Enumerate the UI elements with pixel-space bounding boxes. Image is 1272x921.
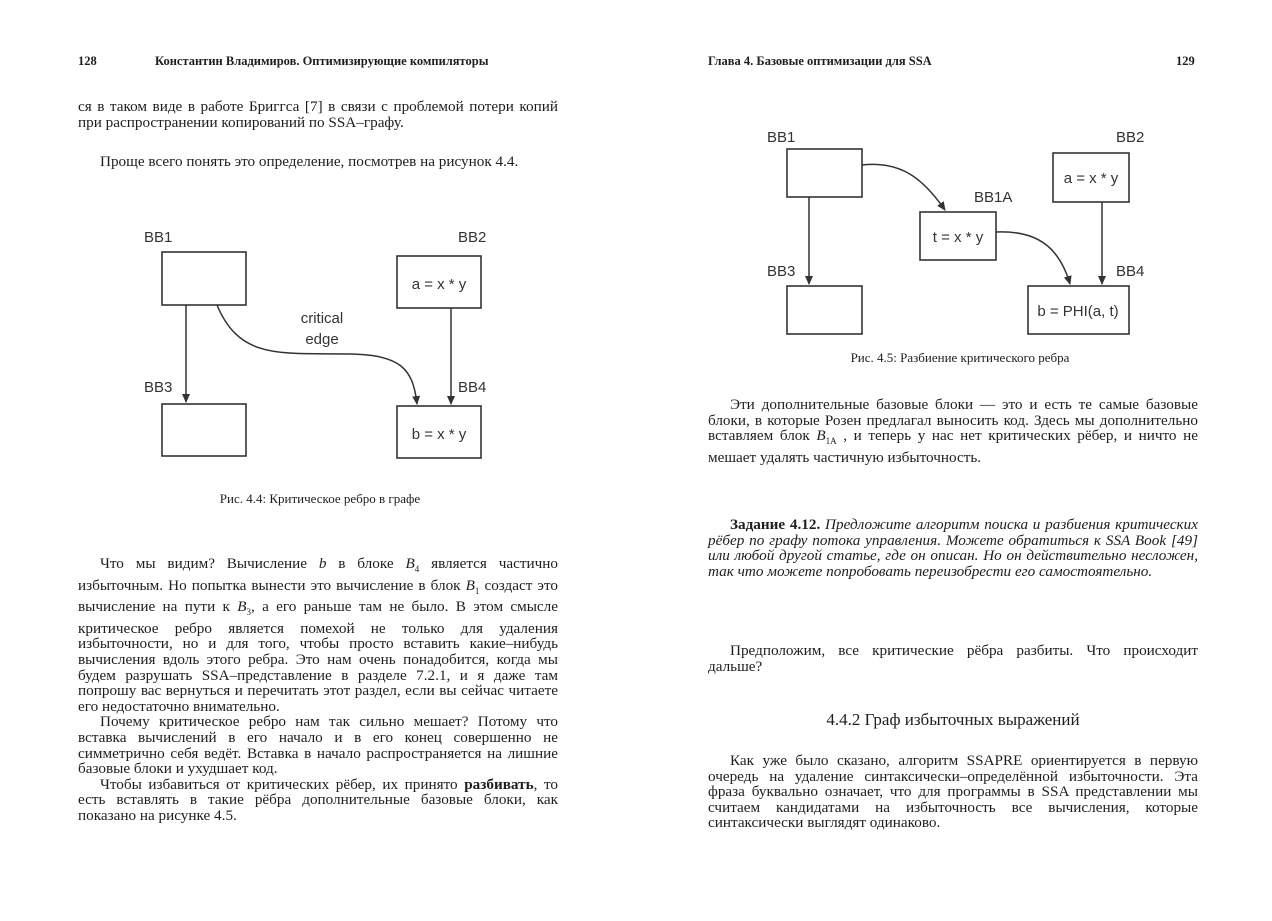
edge-bb1-bb1a <box>862 164 945 210</box>
node-label-bb1: BB1 <box>767 129 796 146</box>
node-content-bb2: a = x * y <box>411 276 467 293</box>
exercise-label: Задание 4.12. <box>730 516 821 533</box>
paragraph <box>708 643 1198 674</box>
edge-label-edge: edge <box>305 331 339 348</box>
paragraph <box>78 154 558 170</box>
paragraph-text: Что мы видим? Вычисление b в блоке $B_4$ является частично избыточным. Но попытка вынести это вычисление в блок $B_1$ создаст это вычисление на пути к $B_3$, а его раньше там не было. В этом смысле критическое ребро является помехой не только для удаления избыточности, но и для того, чтобы просто вставить какие–нибудь вычисления вдоль этого ребра. Это нам очень понадобится, когда мы будем разрушать SSA–представление в разделе 7.2.1, и я даже там попрошу вас вернуться и перечитать этот раздел, если вы сейчас читаете его недостаточно внимательно. <box>78 555 558 715</box>
paragraph <box>708 397 1198 465</box>
paragraph-text: Эти дополнительные базовые блоки — это и есть те самые базовые блоки, в которые Розен предлагал выносить код. Здесь мы дополнительно вставляем блок $B_{1A}$ , и теперь у нас нет критических рёбер, и ничто не мешает удалять частичную избыточность. <box>708 396 1198 466</box>
node-label-bb3: BB3 <box>767 263 796 280</box>
running-header: Глава 4. Базовые оптимизации для SSA <box>708 54 932 68</box>
node-box-bb1 <box>162 252 246 305</box>
exercise-text: Задание 4.12. Предложите алгоритм поиска и разбиения критических рёбер по графу потока управления. Можете обратиться к SSA Book [49] или любой другой статье, где он описан. Но он действительно несложен, так что можете попробовать переизобрести его самостоятельно. <box>708 516 1198 580</box>
paragraph-text: Как уже было сказано, алгоритм SSAPRE ориентируется в первую очередь на удаление синтаксически–определённой избыточности. Эта фраза буквально означает, что для программы в SSA представлении мы считаем кандидатами на избыточность все вычисления, которые синтаксически выглядят одинаково. <box>708 752 1198 832</box>
paragraph <box>708 753 1198 831</box>
exercise-block <box>708 517 1198 579</box>
right-page <box>636 0 1272 921</box>
node-label-bb2: BB2 <box>458 229 487 246</box>
node-content-bb2: a = x * y <box>1063 170 1119 187</box>
page-number: 128 <box>78 54 97 68</box>
edge-bb1a-bb4 <box>996 232 1070 284</box>
paragraph <box>78 556 558 824</box>
paragraph-text: Предположим, все критические рёбра разбиты. Что происходит дальше? <box>708 642 1198 675</box>
running-header: Константин Владимиров. Оптимизирующие компиляторы <box>155 54 489 68</box>
node-label-bb4: BB4 <box>458 379 487 396</box>
node-box-bb3 <box>162 404 246 456</box>
node-label-bb4: BB4 <box>1116 263 1145 280</box>
paragraph-text: Чтобы избавиться от критических рёбер, их принято разбивать, то есть вставлять в такие рёбра дополнительные базовые блоки, как показано на рисунке 4.5. <box>78 775 559 824</box>
node-label-bb1a: BB1A <box>974 189 1013 206</box>
node-label-bb2: BB2 <box>1116 129 1145 146</box>
figure-caption: Рис. 4.4: Критическое ребро в графе <box>219 491 421 506</box>
figure-caption: Рис. 4.5: Разбиение критического ребра <box>850 350 1070 365</box>
section-heading: 4.4.2 Граф избыточных выражений <box>826 710 1080 729</box>
node-content-bb1a: t = x * y <box>932 229 984 246</box>
paragraph-text: ся в таком виде в работе Бриггса [7] в связи с проблемой потери копий при распространении копирований по SSA–графу. <box>78 98 558 131</box>
figure-4-4-critical-edge <box>130 220 510 490</box>
figure-4-5-edge-splitting <box>750 115 1170 345</box>
node-label-bb3: BB3 <box>144 379 173 396</box>
node-content-bb4: b = x * y <box>411 426 467 443</box>
paragraph <box>78 99 558 130</box>
paragraph-text: Почему критическое ребро нам так сильно мешает? Потому что вставка вычислений в его начало и в его конец совершенно не симметрично себя ведёт. Вставка в начало распространяется на лишние базовые блоки и ухудшает код. <box>78 713 558 778</box>
edge-label-critical: critical <box>300 310 344 327</box>
node-label-bb1: BB1 <box>144 229 173 246</box>
paragraph-text: Проще всего понять это определение, посмотрев на рисунок 4.4. <box>100 153 519 170</box>
node-box-bb3 <box>787 286 862 334</box>
node-content-bb4: b = PHI(a, t) <box>1037 303 1119 320</box>
node-box-bb1 <box>787 149 862 197</box>
page-number: 129 <box>1176 54 1195 68</box>
